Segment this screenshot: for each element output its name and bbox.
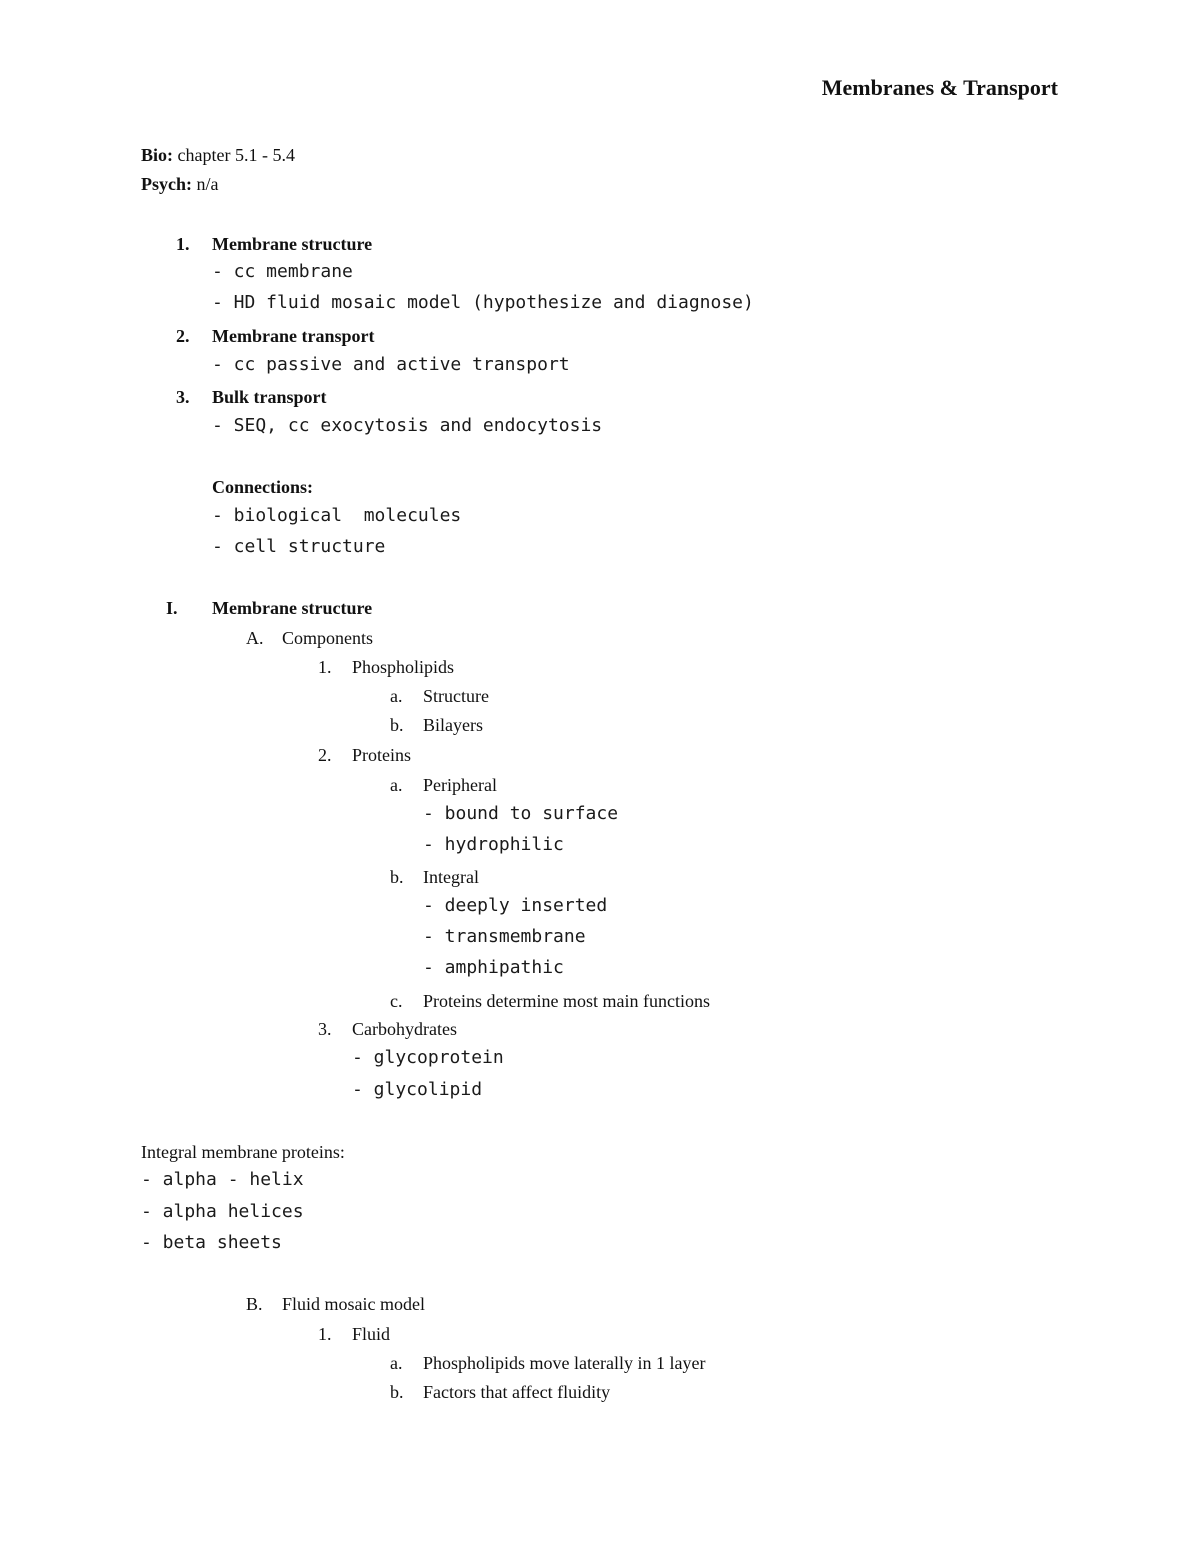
- outline-marker: b.: [390, 715, 404, 735]
- section-number: I.: [166, 598, 178, 618]
- outline-note: - deeply inserted: [423, 895, 608, 916]
- outline-marker: a.: [390, 686, 403, 706]
- section-title: Membrane structure: [212, 598, 373, 618]
- outline-note: - hydrophilic: [423, 834, 564, 855]
- outline-subitem: Phospholipids move laterally in 1 layer: [423, 1353, 706, 1373]
- integral-note-label: Integral membrane proteins:: [141, 1142, 345, 1162]
- psych-label: Psych:: [141, 174, 192, 194]
- objective-number: 2.: [176, 326, 190, 346]
- outline-marker: 3.: [318, 1019, 332, 1039]
- outline-marker: 1.: [318, 657, 332, 677]
- objective-note: - SEQ, cc exocytosis and endocytosis: [212, 415, 603, 436]
- outline-subitem: Proteins determine most main functions: [423, 991, 710, 1011]
- integral-note-item: - alpha - helix: [141, 1169, 304, 1190]
- outline-marker: 2.: [318, 745, 332, 765]
- objective-title: Bulk transport: [212, 387, 327, 407]
- connection-item: - cell structure: [212, 536, 386, 557]
- objective-note: - HD fluid mosaic model (hypothesize and diagnose): [212, 292, 754, 313]
- outline-marker: c.: [390, 991, 403, 1011]
- outline-subitem: Bilayers: [423, 715, 483, 735]
- outline-heading: Components: [282, 628, 374, 648]
- outline-item: Proteins: [352, 745, 412, 765]
- integral-note-item: - beta sheets: [141, 1232, 282, 1253]
- outline-marker: a.: [390, 1353, 403, 1373]
- objective-title: Membrane transport: [212, 326, 375, 346]
- outline-heading: Fluid mosaic model: [282, 1294, 425, 1314]
- outline-marker: a.: [390, 775, 403, 795]
- outline-marker: b.: [390, 1382, 404, 1402]
- outline-subitem: Structure: [423, 686, 489, 706]
- outline-item: Carbohydrates: [352, 1019, 457, 1039]
- objective-title: Membrane structure: [212, 234, 373, 254]
- outline-marker: b.: [390, 867, 404, 887]
- outline-note: - bound to surface: [423, 803, 619, 824]
- bio-label: Bio:: [141, 145, 174, 165]
- bio-value: chapter 5.1 - 5.4: [173, 145, 295, 165]
- outline-item: Phospholipids: [352, 657, 455, 677]
- outline-marker: A.: [246, 628, 264, 648]
- connections-label: Connections:: [212, 477, 314, 497]
- page-title: Membranes & Transport: [821, 75, 1058, 100]
- objective-note: - cc membrane: [212, 261, 353, 282]
- connection-item: - biological molecules: [212, 505, 462, 526]
- outline-note: - transmembrane: [423, 926, 586, 947]
- outline-marker: 1.: [318, 1324, 332, 1344]
- outline-note: - glycoprotein: [352, 1047, 504, 1068]
- outline-subitem: Factors that affect fluidity: [423, 1382, 611, 1402]
- outline-note: - glycolipid: [352, 1079, 483, 1100]
- objective-number: 1.: [176, 234, 190, 254]
- bio-reading: [141, 146, 295, 164]
- outline-subitem: Integral: [423, 867, 479, 887]
- objective-note: - cc passive and active transport: [212, 354, 570, 375]
- outline-marker: B.: [246, 1294, 263, 1314]
- outline-item: Fluid: [352, 1324, 391, 1344]
- integral-note-item: - alpha helices: [141, 1201, 304, 1222]
- psych-value: n/a: [192, 174, 219, 194]
- outline-subitem: Peripheral: [423, 775, 497, 795]
- objective-number: 3.: [176, 387, 190, 407]
- outline-note: - amphipathic: [423, 957, 564, 978]
- psych-reading: [141, 175, 219, 193]
